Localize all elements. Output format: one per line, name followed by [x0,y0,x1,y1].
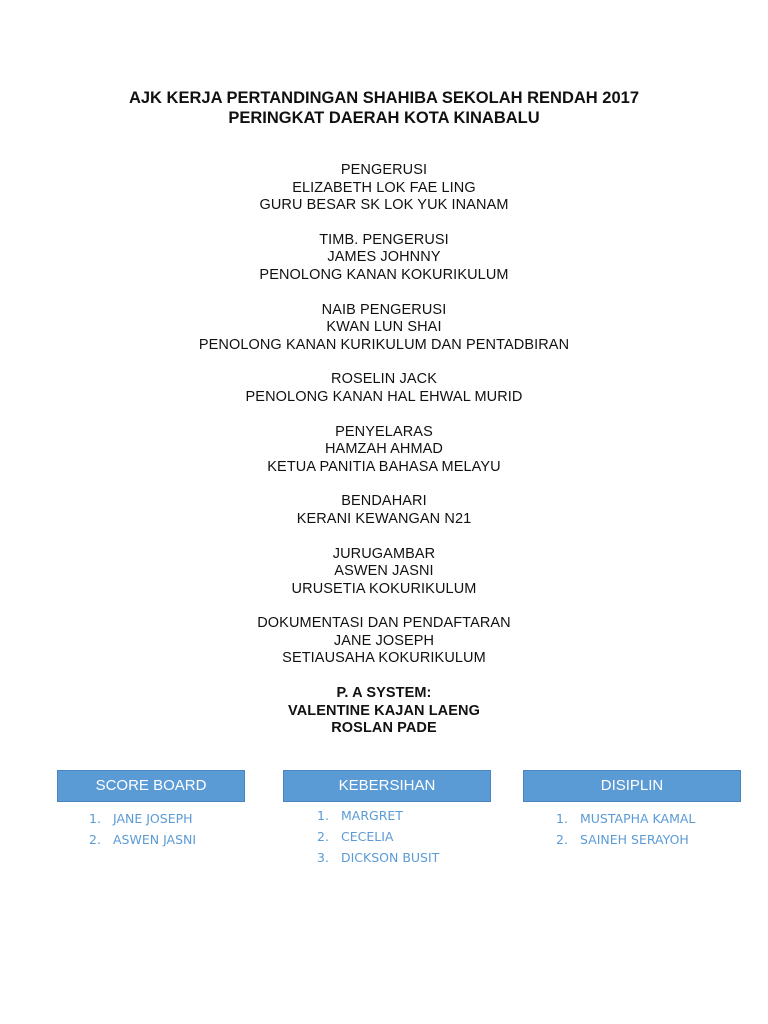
member-position: PENOLONG KANAN KURIKULUM DAN PENTADBIRAN [198,336,570,353]
committee-block-timb-pengerusi [0,232,768,285]
committee-block-bendahari [0,493,768,528]
list-item [89,808,245,829]
list-number: 3. [317,850,329,865]
committee-block-hem [0,371,768,406]
member-position: PENOLONG KANAN HAL EHWAL MURID [245,388,523,405]
team-header: SCORE BOARD [57,770,245,802]
team-member-list [523,808,741,850]
member-position: KERANI KEWANGAN N21 [296,510,472,527]
member-position: GURU BESAR SK LOK YUK INANAM [259,197,509,214]
committee-block-naib-pengerusi [0,302,768,355]
role-label: NAIB PENGERUSI [321,301,447,318]
member-name: JANE JOSEPH [333,632,435,649]
list-item [556,808,741,829]
member-name: MUSTAPHA KAMAL [580,811,696,826]
list-item [556,829,741,850]
member-name: KWAN LUN SHAI [326,319,442,336]
list-number: 2. [317,829,329,844]
committee-block-penyelaras [0,424,768,477]
member-name: ELIZABETH LOK FAE LING [292,179,476,196]
list-number: 2. [89,832,101,847]
role-label: PENGERUSI [340,162,428,178]
role-label: P. A SYSTEM: [336,685,432,702]
list-item [317,826,491,847]
member-name: MARGRET [341,808,403,823]
team-header: KEBERSIHAN [283,770,491,802]
member-name: JANE JOSEPH [113,811,193,826]
member-name: VALENTINE KAJAN LAENG [288,702,480,719]
member-name: HAMZAH AHMAD [324,441,443,458]
role-label: TIMB. PENGERUSI [319,231,449,248]
committee-block-pa-system [0,685,768,738]
document-title: AJK KERJA PERTANDINGAN SHAHIBA SEKOLAH RENDAH 2017 [128,89,640,107]
team-disiplin [523,770,741,850]
role-label: PENYELARAS [335,423,433,440]
member-position: URUSETIA KOKURIKULUM [291,580,477,597]
list-number: 1. [317,808,329,823]
member-name: SAINEH SERAYOH [580,832,689,847]
team-kebersihan [283,770,491,868]
member-name: JAMES JOHNNY [327,249,441,266]
list-item [317,805,491,826]
team-score-board [57,770,245,850]
list-item [89,829,245,850]
team-member-list [57,808,245,850]
list-number: 1. [556,811,568,826]
member-position: KETUA PANITIA BAHASA MELAYU [267,458,501,475]
list-number: 2. [556,832,568,847]
committee-block-jurugambar [0,546,768,599]
member-name: ROSLAN PADE [331,720,437,737]
role-label: JURUGAMBAR [332,545,436,562]
committee-list [0,162,768,755]
member-name: CECELIA [341,829,394,844]
list-item [317,847,491,868]
list-number: 1. [89,811,101,826]
team-header: DISIPLIN [523,770,741,802]
member-name: ASWEN JASNI [334,563,434,580]
role-label: DOKUMENTASI DAN PENDAFTARAN [257,615,511,632]
committee-block-dokumentasi [0,615,768,668]
member-name: DICKSON BUSIT [341,850,440,865]
member-position: SETIAUSAHA KOKURIKULUM [282,650,486,667]
member-name: ROSELIN JACK [331,371,437,388]
role-label: BENDAHARI [341,493,427,510]
member-name: ASWEN JASNI [113,832,197,847]
member-position: PENOLONG KANAN KOKURIKULUM [259,266,509,283]
document-subtitle: PERINGKAT DAERAH KOTA KINABALU [228,109,540,127]
committee-block-pengerusi [0,162,768,215]
team-member-list [283,805,491,868]
